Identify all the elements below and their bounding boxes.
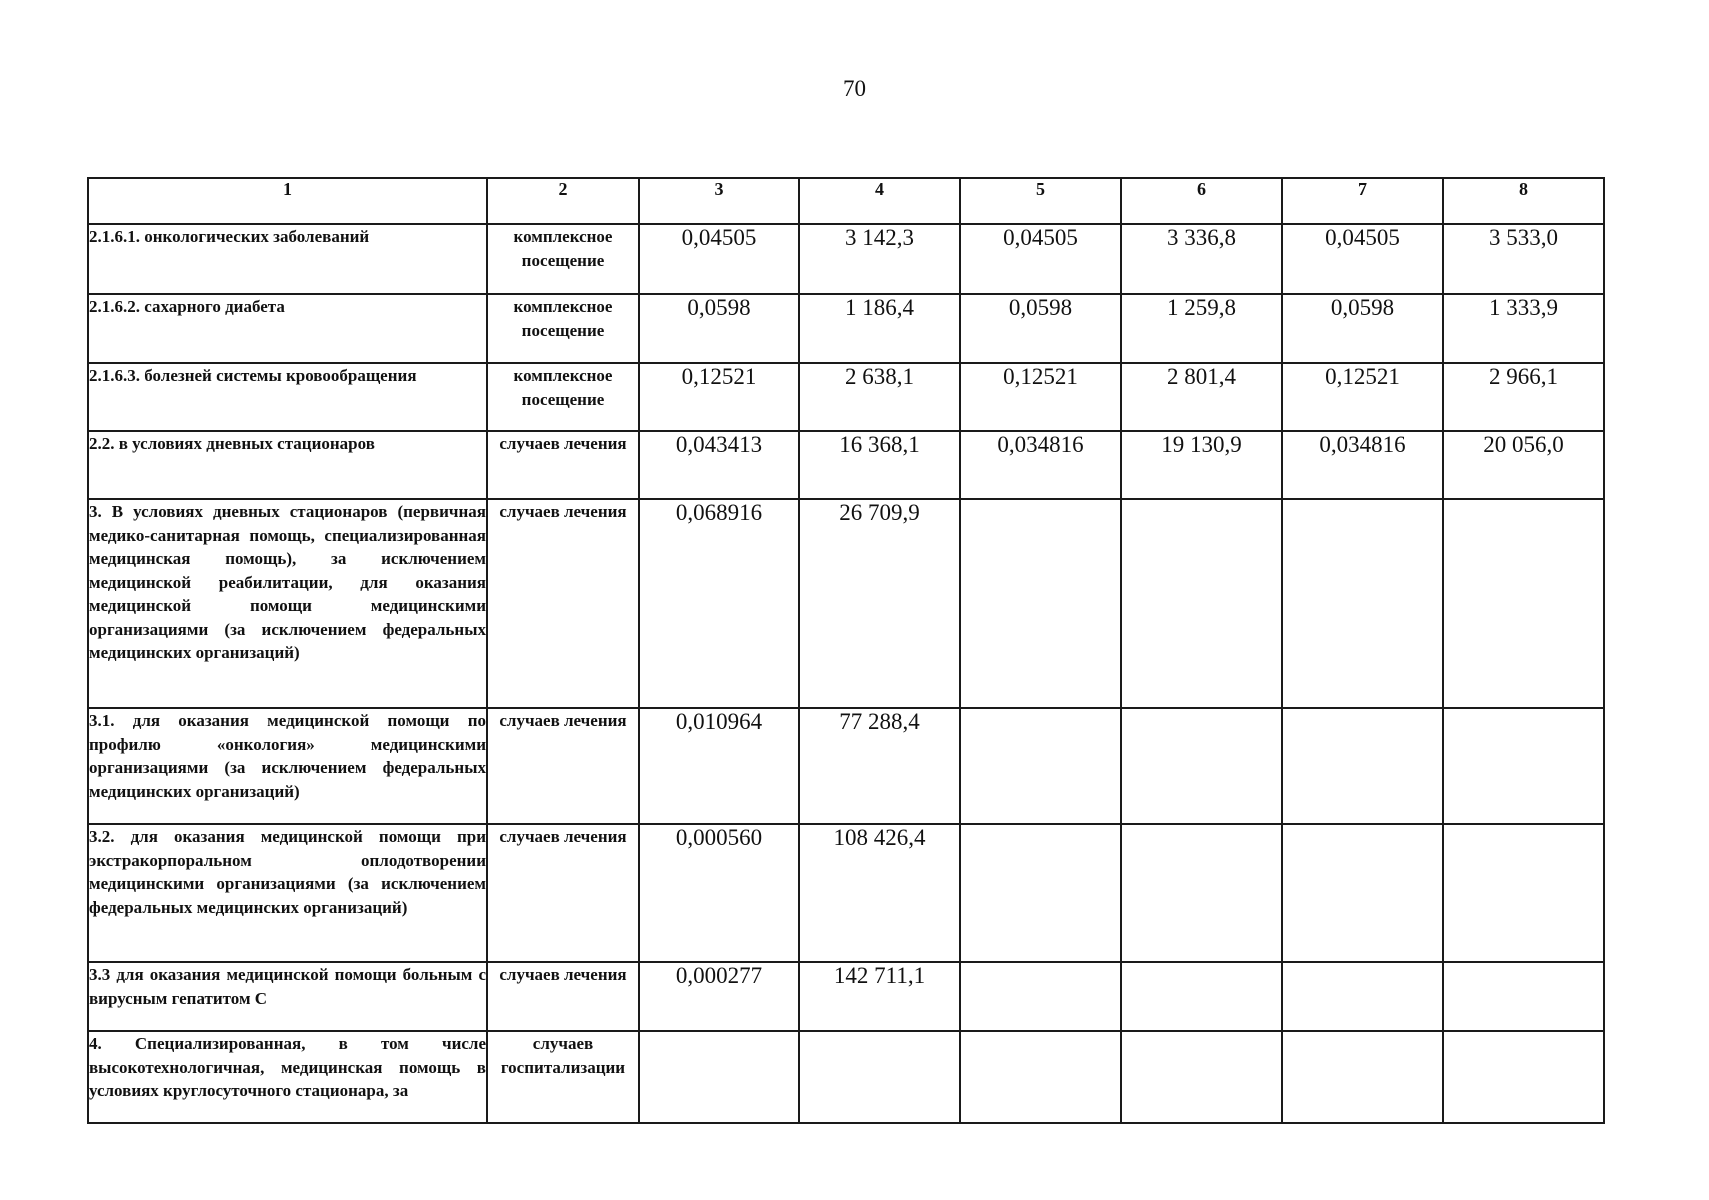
row-value xyxy=(1121,1031,1282,1123)
table-row xyxy=(88,294,1604,363)
row-unit: комплексное посещение xyxy=(487,224,639,294)
row-value xyxy=(1443,962,1604,1031)
row-value: 0,12521 xyxy=(960,363,1121,431)
row-value xyxy=(1121,499,1282,708)
column-header: 2 xyxy=(487,178,639,224)
row-value xyxy=(1282,824,1443,962)
column-header: 6 xyxy=(1121,178,1282,224)
column-header: 7 xyxy=(1282,178,1443,224)
row-value xyxy=(799,1031,960,1123)
table-row xyxy=(88,962,1604,1031)
row-value: 77 288,4 xyxy=(799,708,960,824)
row-value: 0,0598 xyxy=(960,294,1121,363)
data-table xyxy=(87,177,1605,1124)
row-value xyxy=(1121,824,1282,962)
row-value: 0,000560 xyxy=(639,824,799,962)
row-unit: случаев лечения xyxy=(487,824,639,962)
row-value: 20 056,0 xyxy=(1443,431,1604,499)
row-name: 3.2. для оказания медицинской помощи при экстракорпоральном оплодотворении медицинскими организациями (за исключением федеральных медицинских организаций) xyxy=(88,824,487,962)
row-name: 3.1. для оказания медицинской помощи по профилю «онкология» медицинскими организациями (за исключением федеральных медицинских организаций) xyxy=(88,708,487,824)
column-header: 4 xyxy=(799,178,960,224)
row-value: 16 368,1 xyxy=(799,431,960,499)
row-value: 0,000277 xyxy=(639,962,799,1031)
row-value xyxy=(1282,499,1443,708)
row-value xyxy=(1282,708,1443,824)
row-value: 1 333,9 xyxy=(1443,294,1604,363)
column-header: 5 xyxy=(960,178,1121,224)
row-value xyxy=(960,1031,1121,1123)
row-value xyxy=(960,499,1121,708)
row-name: 2.1.6.2. сахарного диабета xyxy=(88,294,487,363)
row-value: 0,034816 xyxy=(960,431,1121,499)
row-value xyxy=(960,708,1121,824)
table-row xyxy=(88,499,1604,708)
row-value xyxy=(1282,1031,1443,1123)
row-value xyxy=(1282,962,1443,1031)
row-value: 0,04505 xyxy=(1282,224,1443,294)
row-value: 3 336,8 xyxy=(1121,224,1282,294)
row-value xyxy=(960,824,1121,962)
row-name: 2.2. в условиях дневных стационаров xyxy=(88,431,487,499)
row-value: 0,12521 xyxy=(1282,363,1443,431)
row-value xyxy=(1443,1031,1604,1123)
row-unit: случаев лечения xyxy=(487,962,639,1031)
row-value: 0,0598 xyxy=(639,294,799,363)
row-value: 1 186,4 xyxy=(799,294,960,363)
row-unit: случаев госпитализации xyxy=(487,1031,639,1123)
page-number: 70 xyxy=(843,76,866,101)
table-row xyxy=(88,224,1604,294)
row-value: 0,04505 xyxy=(960,224,1121,294)
table-row xyxy=(88,431,1604,499)
row-value xyxy=(960,962,1121,1031)
row-value: 2 801,4 xyxy=(1121,363,1282,431)
row-value: 0,04505 xyxy=(639,224,799,294)
row-value: 142 711,1 xyxy=(799,962,960,1031)
row-value: 0,12521 xyxy=(639,363,799,431)
row-unit: комплексное посещение xyxy=(487,363,639,431)
table-row xyxy=(88,363,1604,431)
row-value xyxy=(1121,962,1282,1031)
row-unit: случаев лечения xyxy=(487,708,639,824)
row-value xyxy=(1121,708,1282,824)
column-header: 8 xyxy=(1443,178,1604,224)
row-value: 2 966,1 xyxy=(1443,363,1604,431)
row-name: 2.1.6.1. онкологических заболеваний xyxy=(88,224,487,294)
row-unit: комплексное посещение xyxy=(487,294,639,363)
row-unit: случаев лечения xyxy=(487,431,639,499)
row-unit: случаев лечения xyxy=(487,499,639,708)
row-value: 1 259,8 xyxy=(1121,294,1282,363)
row-name: 2.1.6.3. болезней системы кровообращения xyxy=(88,363,487,431)
table-row xyxy=(88,1031,1604,1123)
row-value xyxy=(1443,499,1604,708)
row-value: 0,010964 xyxy=(639,708,799,824)
column-header: 1 xyxy=(88,178,487,224)
row-value: 3 142,3 xyxy=(799,224,960,294)
row-value: 0,034816 xyxy=(1282,431,1443,499)
header-row xyxy=(88,178,1604,224)
row-value: 26 709,9 xyxy=(799,499,960,708)
row-value: 3 533,0 xyxy=(1443,224,1604,294)
table-row xyxy=(88,708,1604,824)
row-value: 0,0598 xyxy=(1282,294,1443,363)
row-name: 3. В условиях дневных стационаров (первичная медико-санитарная помощь, специализированная медицинская помощь), за исключением медицинской реабилитации, для оказания медицинской помощи медицинскими организациями (за исключением федеральных медицинских организаций) xyxy=(88,499,487,708)
row-value: 19 130,9 xyxy=(1121,431,1282,499)
row-value xyxy=(1443,824,1604,962)
row-value: 0,068916 xyxy=(639,499,799,708)
row-value: 108 426,4 xyxy=(799,824,960,962)
column-header: 3 xyxy=(639,178,799,224)
row-value: 0,043413 xyxy=(639,431,799,499)
table-row xyxy=(88,824,1604,962)
row-value xyxy=(639,1031,799,1123)
row-value xyxy=(1443,708,1604,824)
row-value: 2 638,1 xyxy=(799,363,960,431)
row-name: 3.3 для оказания медицинской помощи больным с вирусным гепатитом С xyxy=(88,962,487,1031)
row-name: 4. Специализированная, в том числе высокотехнологичная, медицинская помощь в условиях круглосуточного стационара, за xyxy=(88,1031,487,1123)
